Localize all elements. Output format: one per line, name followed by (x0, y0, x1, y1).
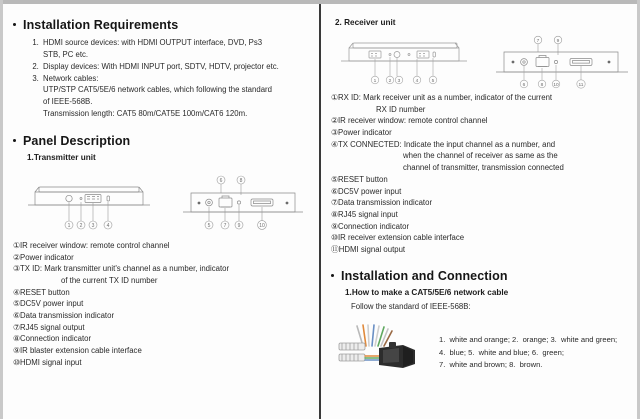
transmitter-front-diagram (25, 180, 155, 238)
transmitter-pin-10 (13, 357, 309, 369)
svg-text:8: 8 (239, 177, 243, 184)
svg-text:4: 4 (415, 79, 419, 84)
svg-text:2: 2 (79, 222, 83, 229)
requirement-1-line1: HDMI source devices: with HDMI OUTPUT interface, DVD, Ps3 (43, 38, 263, 47)
right-column (321, 4, 637, 419)
rj45-cable-photo (337, 320, 433, 375)
pin-text-cont: RX ID number (376, 104, 426, 114)
svg-text:10: 10 (553, 83, 559, 88)
pin-number: ⑪ (331, 244, 339, 254)
pin-number: ⑩ (13, 357, 20, 367)
pin-text: DC5V power input (338, 186, 402, 196)
pin-text: TX ID: Mark transmitter unit's channel as a number, indicator (20, 264, 230, 274)
transmitter-pin-list (13, 240, 309, 369)
requirement-item-2 (41, 61, 309, 73)
pin-text: IR receiver window: remote control channel (338, 116, 488, 126)
pin-number: ⑧ (13, 334, 20, 344)
pin-number: ⑩ (331, 233, 338, 243)
pin-text: IR receiver window: remote control channel (20, 240, 170, 250)
svg-text:9: 9 (556, 39, 560, 44)
pin-number: ④ (13, 287, 20, 297)
svg-text:4: 4 (106, 222, 110, 229)
transmitter-pin-2 (13, 252, 309, 264)
pin-number: ⑤ (331, 174, 338, 184)
pin-number: ⑥ (13, 311, 20, 321)
transmitter-pin-1 (13, 240, 309, 252)
transmitter-pin-6 (13, 310, 309, 322)
pin-number: ⑧ (331, 209, 338, 219)
receiver-pin-2 (331, 115, 629, 127)
pin-text-cont2: channel of transmitter, transmission connected (403, 163, 564, 173)
requirement-3-line3: of IEEE-568B. (43, 97, 93, 107)
pin-text: RESET button (20, 287, 70, 297)
transmitter-pin-5 (13, 298, 309, 310)
transmitter-pin-3 (13, 263, 309, 286)
installation-requirements-title: Installation Requirements (23, 18, 179, 32)
receiver-pin-list (331, 92, 629, 256)
receiver-back-diagram (486, 30, 636, 94)
pin-number: ② (13, 252, 20, 262)
receiver-pin-10 (331, 232, 629, 244)
pin-text: IR blaster extension cable interface (20, 346, 142, 356)
receiver-pin-9 (331, 221, 629, 233)
transmitter-pin-9 (13, 345, 309, 357)
transmitter-unit-subheading: 1.Transmitter unit (27, 152, 96, 162)
svg-text:6: 6 (219, 177, 223, 184)
receiver-unit-subheading: 2. Receiver unit (335, 18, 396, 27)
svg-text:3: 3 (397, 79, 401, 84)
pin-text: Connection indicator (338, 221, 410, 231)
transmitter-pin-8 (13, 333, 309, 345)
requirement-1-line2: STB, PC etc. (43, 49, 89, 59)
pin-text: RJ45 signal input (338, 209, 398, 219)
bullet-dot-icon (13, 23, 16, 26)
requirement-item-3 (41, 73, 309, 120)
pin-text-cont: when the channel of receiver as same as the (403, 151, 558, 161)
pin-text: Data transmission indicator (20, 311, 115, 321)
receiver-front-diagram (337, 38, 477, 94)
transmitter-pin-4 (13, 287, 309, 299)
wire-color-list (439, 320, 617, 371)
receiver-pin-5 (331, 174, 629, 186)
pin-text: RX ID: Mark receiver unit as a number, indicator of the current (338, 93, 553, 102)
svg-text:2: 2 (388, 79, 392, 84)
wire-line-3: 7. white and brown; 8. brown. (439, 359, 543, 369)
receiver-pin-6 (331, 186, 629, 198)
installation-requirements-heading (13, 18, 309, 32)
transmitter-diagrams (13, 166, 309, 240)
svg-text:8: 8 (540, 83, 544, 88)
pin-text: HDMI signal input (20, 357, 82, 367)
svg-text:7: 7 (536, 39, 540, 44)
pin-number: ⑤ (13, 299, 20, 309)
pin-text: Power indicator (20, 252, 74, 262)
pin-text: RJ45 signal output (20, 322, 85, 332)
panel-description-heading (13, 134, 309, 148)
requirement-3-line1: Network cables: (43, 73, 99, 83)
svg-text:11: 11 (578, 83, 584, 88)
pin-number: ③ (331, 128, 338, 138)
pin-number: ⑨ (13, 346, 20, 356)
receiver-pin-4 (331, 139, 629, 174)
standard-note: Follow the standard of IEEE-568B: (351, 301, 471, 311)
svg-text:10: 10 (259, 222, 265, 229)
requirement-3-line4: Transmission length: CAT5 80m/CAT5E 100m/CAT6 120m. (43, 109, 248, 119)
receiver-pin-1 (331, 92, 629, 115)
bullet-dot-icon (13, 139, 16, 142)
installation-requirements-list (29, 37, 309, 120)
wire-line-1: 1. white and orange; 2. orange; 3. white and green; (439, 335, 618, 345)
wire-line-2: 4. blue; 5. white and blue; 6. green; (439, 347, 564, 357)
svg-text:5: 5 (207, 222, 211, 229)
requirement-2-line1: Display devices: With HDMI INPUT port, SDTV, HDTV, projector etc. (43, 61, 279, 71)
svg-text:5: 5 (431, 79, 435, 84)
pin-text: TX CONNECTED: Indicate the input channel as a number, and (338, 139, 556, 149)
cable-figure-block (337, 320, 629, 375)
pin-number: ③ (13, 264, 20, 274)
transmitter-pin-7 (13, 322, 309, 334)
pin-text: IR receiver extension cable interface (338, 233, 465, 243)
svg-text:7: 7 (223, 222, 227, 229)
svg-text:9: 9 (237, 222, 241, 229)
panel-description-title: Panel Description (23, 133, 131, 148)
receiver-pin-11 (331, 244, 629, 256)
installation-connection-heading (331, 269, 629, 283)
svg-text:1: 1 (373, 79, 377, 84)
pin-number: ⑦ (13, 322, 20, 332)
pin-text: HDMI signal output (338, 244, 406, 254)
transmitter-back-diagram (173, 168, 313, 238)
pin-number: ① (13, 240, 20, 250)
bullet-dot-icon (331, 274, 334, 277)
pin-text: Power indicator (338, 128, 392, 138)
pin-number: ② (331, 116, 338, 126)
pin-text: Data transmission indicator (338, 198, 433, 208)
pin-text: Connection indicator (20, 334, 92, 344)
requirement-item-1 (41, 37, 309, 61)
svg-text:6: 6 (522, 83, 526, 88)
receiver-pin-3 (331, 127, 629, 139)
pin-number: ⑨ (331, 221, 338, 231)
receiver-pin-8 (331, 209, 629, 221)
requirement-3-line2: UTP/STP CAT5/5E/6 network cables, which following the standard (43, 85, 272, 95)
svg-text:1: 1 (67, 222, 71, 229)
receiver-pin-7 (331, 197, 629, 209)
svg-text:3: 3 (91, 222, 95, 229)
pin-number: ⑥ (331, 186, 338, 196)
left-column (3, 4, 319, 419)
pin-text-cont: of the current TX ID number (61, 275, 158, 285)
pin-text: DC5V power input (20, 299, 84, 309)
pin-number: ⑦ (331, 198, 338, 208)
how-to-make-cable-subheading: 1.How to make a CAT5/5E/6 network cable (345, 287, 509, 297)
installation-connection-title: Installation and Connection (341, 268, 508, 283)
pin-number: ① (331, 93, 338, 102)
receiver-diagrams (331, 30, 629, 92)
pin-text: RESET button (338, 174, 388, 184)
pin-number: ④ (331, 139, 338, 149)
